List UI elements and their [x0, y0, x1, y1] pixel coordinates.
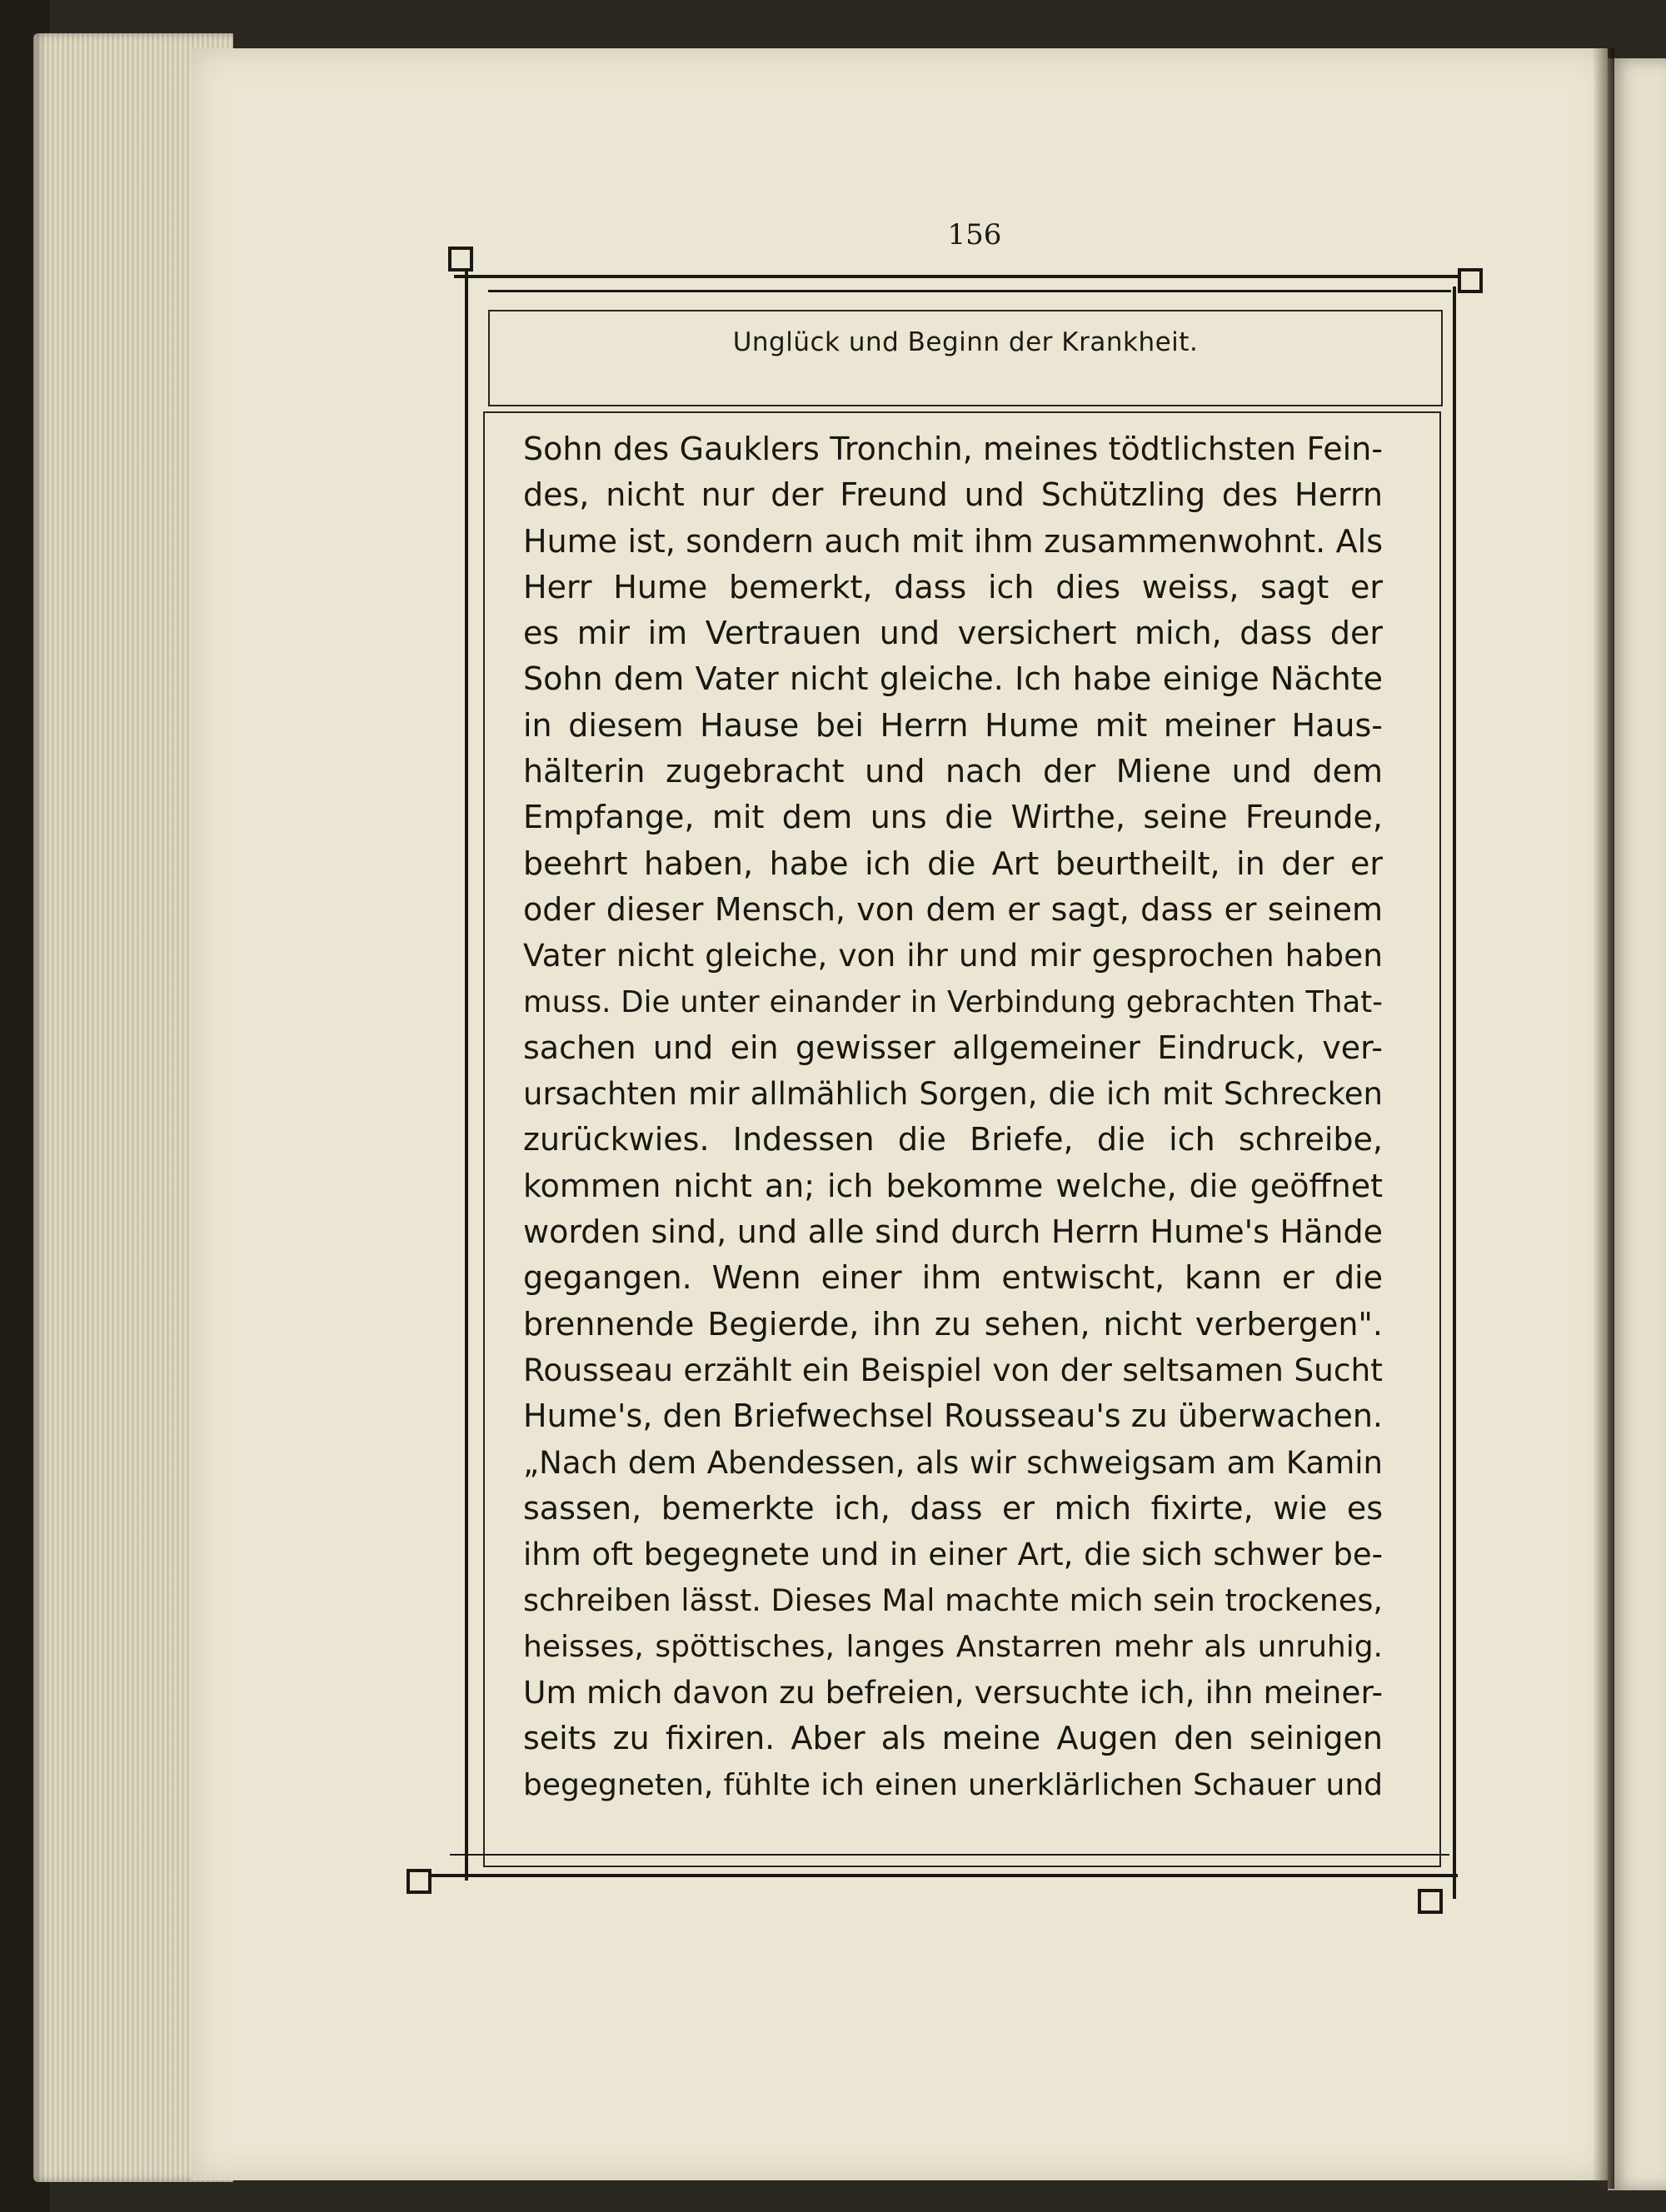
frame-corner-bottom-left: [407, 1869, 431, 1894]
text-line: sachen und ein gewisser allgemeiner Eindruck, ver-: [523, 1029, 1383, 1066]
frame-corner-top-right: [1458, 268, 1483, 293]
text-line: Empfange, mit dem uns die Wirthe, seine Freunde,: [523, 799, 1383, 836]
text-line: ursachten mir allmählich Sorgen, die ich mit Schrecken: [523, 1076, 1383, 1113]
text-line: heisses, spöttisches, langes Anstarren mehr als unruhig.: [523, 1629, 1383, 1664]
running-header-box: [488, 310, 1443, 406]
frame-corner-top-left: [448, 247, 473, 272]
text-line: Um mich davon zu befreien, versuchte ich, ihn meiner-: [523, 1674, 1383, 1711]
text-line: Herr Hume bemerkt, dass ich dies weiss, sagt er: [523, 568, 1383, 605]
text-line: worden sind, und alle sind durch Herrn Hume's Hände: [523, 1213, 1383, 1251]
text-line: Hume's, den Briefwechsel Rousseau's zu überwachen.: [523, 1397, 1383, 1435]
text-line: oder dieser Mensch, von dem er sagt, dass er seinem: [523, 890, 1383, 928]
page-gutter: [1593, 48, 1614, 2189]
page-number: 156: [947, 218, 1002, 252]
text-line: beehrt haben, habe ich die Art beurtheilt, in der er: [523, 844, 1383, 882]
text-line: in diesem Hause bei Herrn Hume mit meiner Haus-: [523, 706, 1383, 744]
text-line: Vater nicht gleiche, von ihr und mir gesprochen haben: [523, 937, 1383, 974]
frame-corner-bottom-right: [1418, 1889, 1443, 1914]
text-line: Sohn dem Vater nicht gleiche. Ich habe einige Nächte: [523, 660, 1383, 698]
text-line: Sohn des Gauklers Tronchin, meines tödtlichsten Fein-: [523, 431, 1383, 467]
frame-left-rule: [465, 265, 468, 1881]
text-line: begegneten, fühlte ich einen unerklärlichen Schauer und: [523, 1767, 1383, 1802]
frame-bottom-rule: [416, 1874, 1458, 1877]
facing-page-edge: [1608, 58, 1666, 2190]
text-line: schreiben lässt. Dieses Mal machte mich sein trockenes,: [523, 1582, 1383, 1619]
text-line: muss. Die unter einander in Verbindung gebrachten That-: [523, 984, 1383, 1019]
body-text: [523, 426, 1383, 1808]
text-line: kommen nicht an; ich bekomme welche, die geöffnet: [523, 1167, 1383, 1204]
running-header: Unglück und Beginn der Krankheit.: [732, 327, 1199, 357]
text-line: zurückwies. Indessen die Briefe, die ich schreibe,: [523, 1121, 1383, 1158]
text-line: gegangen. Wenn einer ihm entwischt, kann er die: [523, 1259, 1383, 1297]
text-line: „Nach dem Abendessen, als wir schweigsam am Kamin: [523, 1444, 1383, 1481]
frame-right-rule: [1453, 286, 1456, 1899]
text-line: seits zu fixiren. Aber als meine Augen den seinigen: [523, 1720, 1383, 1757]
text-line: sassen, bemerkte ich, dass er mich fixirte, wie es: [523, 1489, 1383, 1527]
frame-top-inner-rule: [488, 290, 1451, 292]
text-line: Hume ist, sondern auch mit ihm zusammenwohnt. Als: [523, 522, 1383, 560]
frame-top-rule: [454, 275, 1472, 278]
text-line: ihm oft begegnete und in einer Art, die sich schwer be-: [523, 1537, 1383, 1573]
text-line: hälterin zugebracht und nach der Miene und dem: [523, 753, 1383, 790]
text-line: des, nicht nur der Freund und Schützling des Herrn: [523, 476, 1383, 514]
text-line: brennende Begierde, ihn zu sehen, nicht verbergen".: [523, 1305, 1383, 1343]
text-line: Rousseau erzählt ein Beispiel von der seltsamen Sucht: [523, 1351, 1383, 1388]
text-line: es mir im Vertrauen und versichert mich, dass der: [523, 615, 1383, 652]
